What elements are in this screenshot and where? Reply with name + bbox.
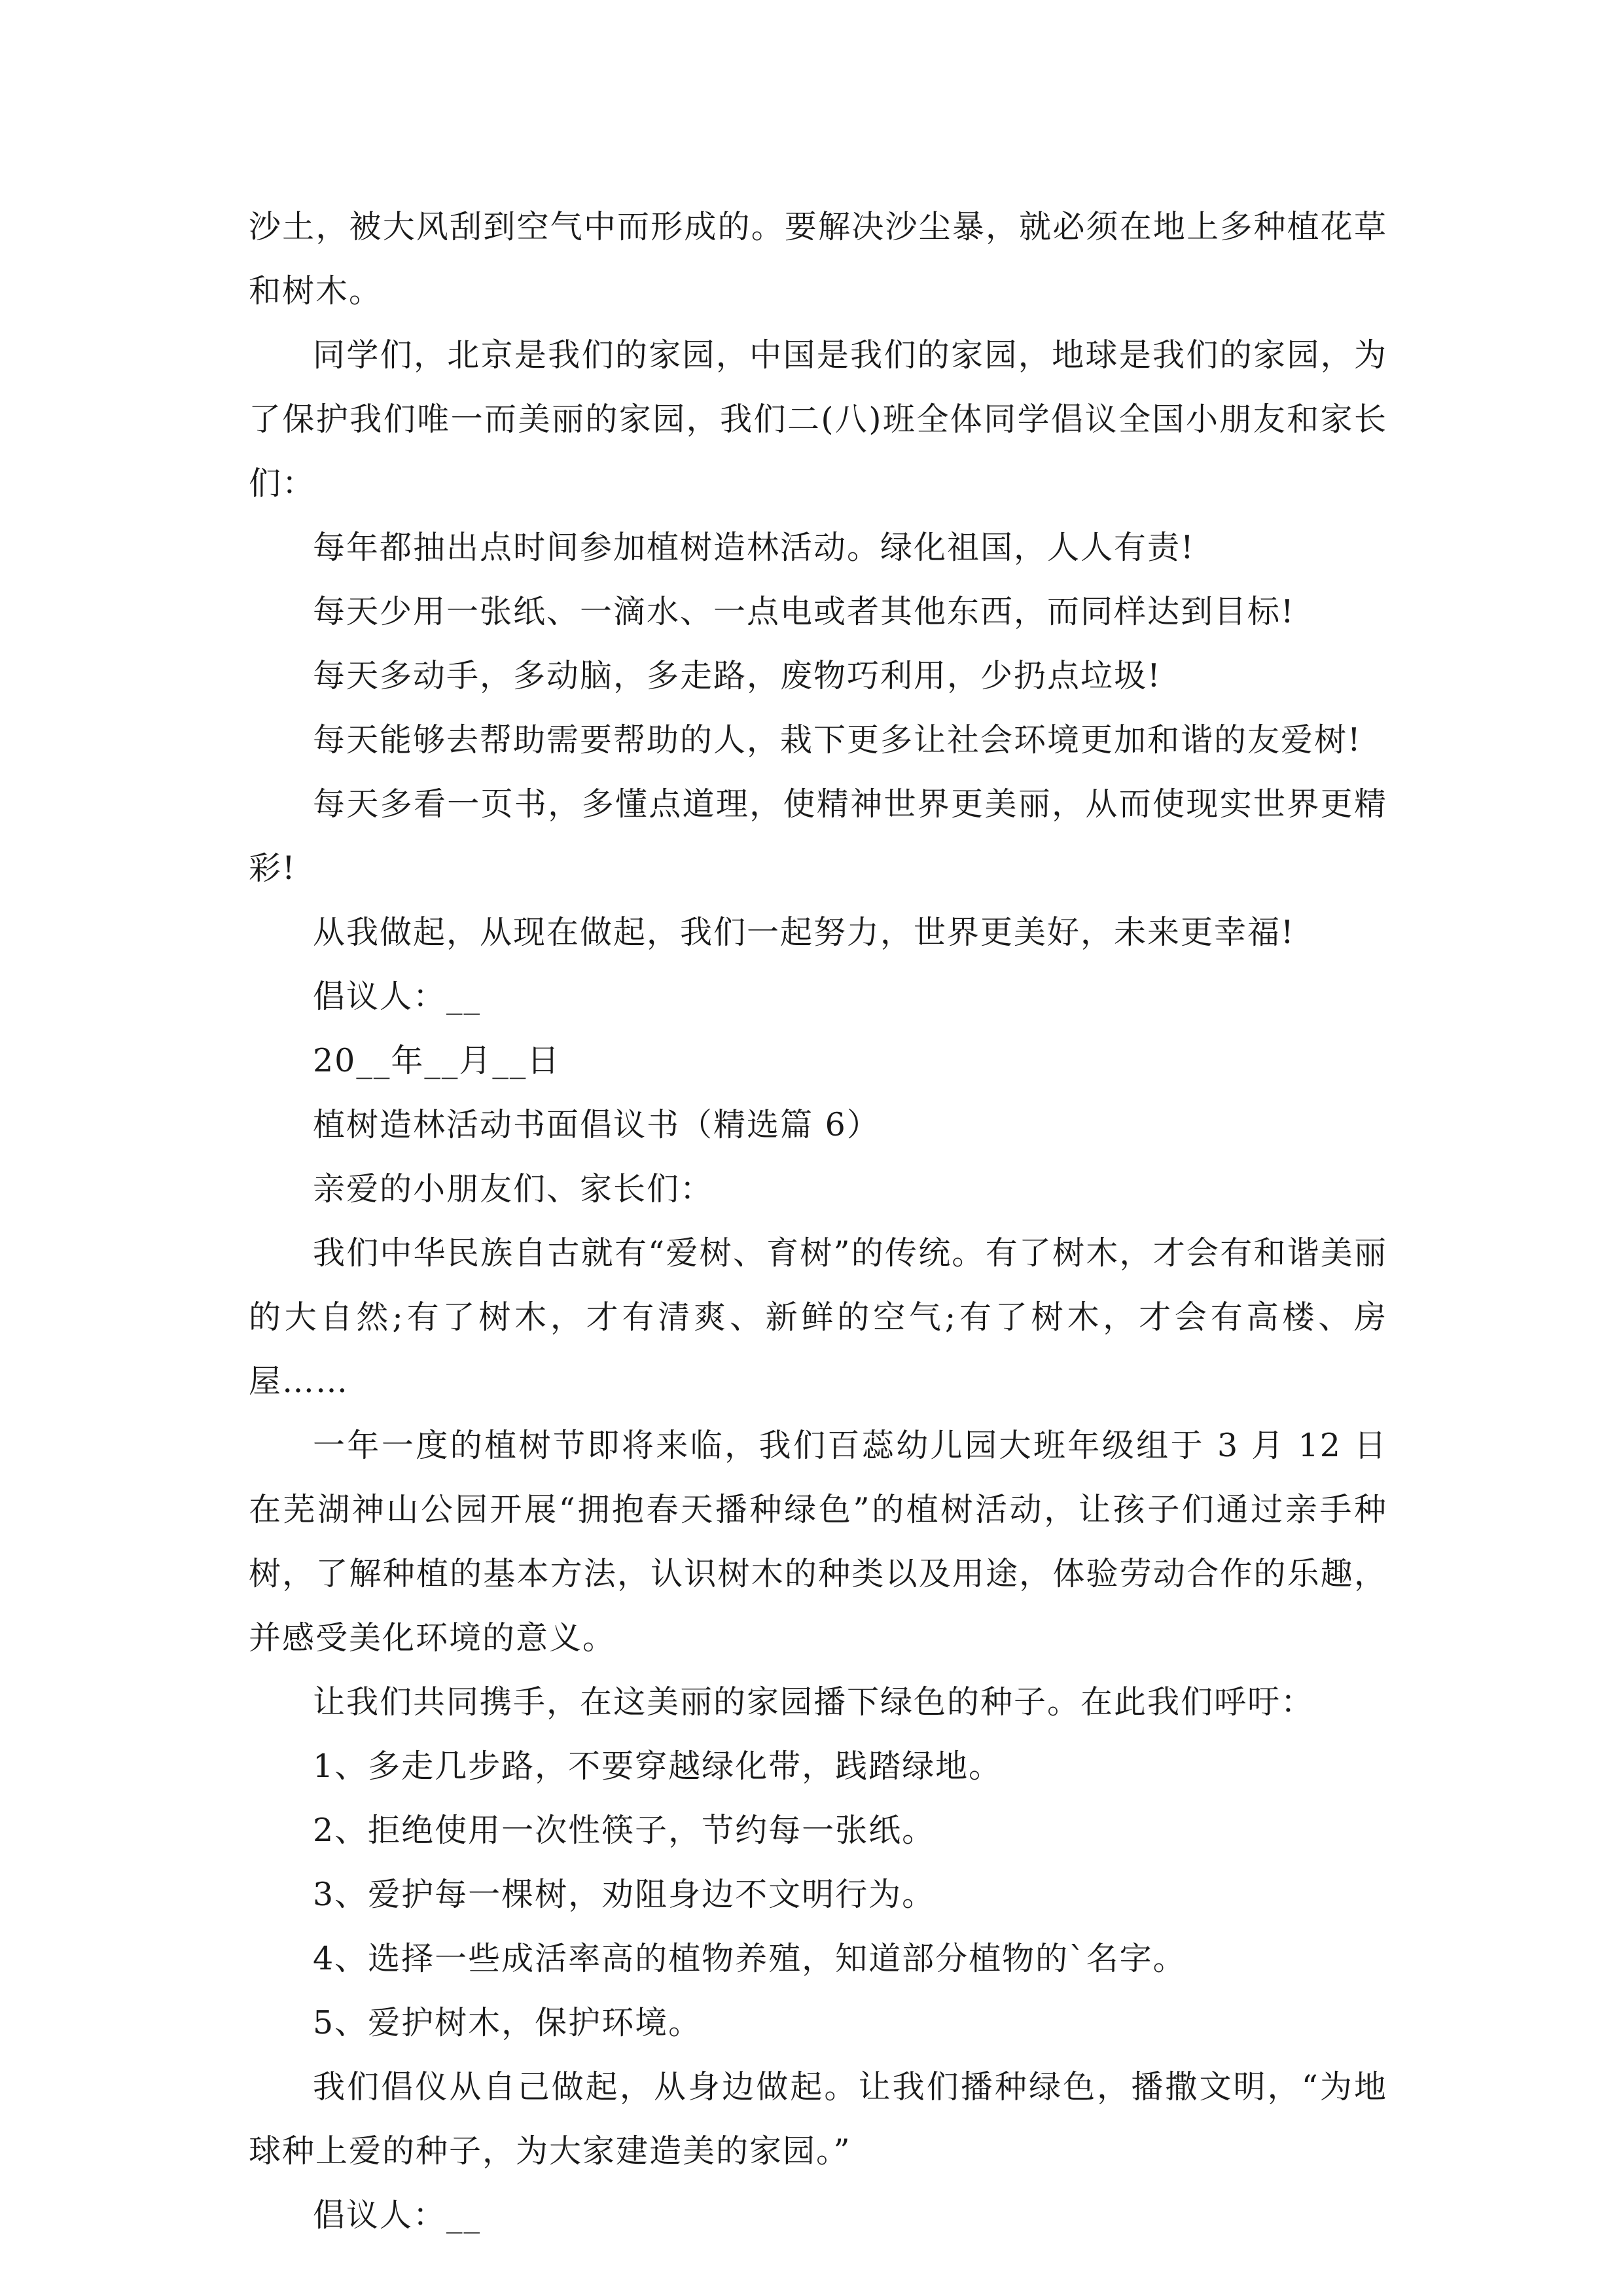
salutation: 亲爱的小朋友们、家长们：	[313, 1170, 714, 1208]
list-item: 3、爱护每一棵树，劝阻身边不文明行为。	[313, 1876, 936, 1913]
document-body	[249, 195, 1387, 2248]
date-line: 20__年__月__日	[313, 1042, 561, 1079]
paragraph: 每天多看一页书，多懂点道理，使精神世界更美丽，从而使现实世界更精彩!	[249, 785, 1387, 887]
signature-line: 倡议人：__	[313, 978, 482, 1015]
paragraph: 同学们，北京是我们的家园，中国是我们的家园，地球是我们的家园，为了保护我们唯一而美丽的家园，我们二(八)班全体同学倡议全国小朋友和家长们：	[249, 336, 1387, 502]
paragraph: 每天多动手，多动脑，多走路，废物巧利用，少扔点垃圾!	[313, 657, 1162, 694]
section-title: 植树造林活动书面倡议书（精选篇 6）	[313, 1106, 880, 1143]
list-item: 4、选择一些成活率高的植物养殖，知道部分植物的`名字。	[313, 1940, 1186, 1977]
list-item: 1、多走几步路，不要穿越绿化带，践踏绿地。	[313, 1748, 1003, 1785]
paragraph: 沙土，被大风刮到空气中而形成的。要解决沙尘暴，就必须在地上多种植花草和树木。	[249, 208, 1387, 310]
paragraph: 每天能够去帮助需要帮助的人，栽下更多让社会环境更加和谐的友爱树!	[313, 721, 1362, 759]
paragraph: 从我做起，从现在做起，我们一起努力，世界更美好，未来更幸福!	[313, 914, 1295, 951]
list-item: 2、拒绝使用一次性筷子，节约每一张纸。	[313, 1812, 936, 1849]
list-item: 5、爱护树木，保护环境。	[313, 2004, 702, 2041]
paragraph: 我们倡仪从自己做起，从身边做起。让我们播种绿色，播撒文明，“为地球种上爱的种子，为大家建造美的家园。”	[249, 2068, 1387, 2170]
paragraph: 一年一度的植树节即将来临，我们百蕊幼儿园大班年级组于 3 月 12 日在芜湖神山公园开展“拥抱春天播种绿色”的植树活动，让孩子们通过亲手种树，了解种植的基本方法，认识树木的种类以及用途，体验劳动合作的乐趣，并感受美化环境的意义。	[249, 1427, 1387, 1657]
paragraph: 每年都抽出点时间参加植树造林活动。绿化祖国，人人有责!	[313, 529, 1195, 566]
paragraph: 让我们共同携手，在这美丽的家园播下绿色的种子。在此我们呼吁：	[313, 1683, 1315, 1721]
signature-line: 倡议人：__	[313, 2197, 482, 2234]
paragraph: 每天少用一张纸、一滴水、一点电或者其他东西，而同样达到目标!	[313, 593, 1295, 630]
paragraph: 我们中华民族自古就有“爱树、育树”的传统。有了树木，才会有和谐美丽的大自然;有了树木，才有清爽、新鲜的空气;有了树木，才会有高楼、房屋……	[249, 1234, 1387, 1400]
